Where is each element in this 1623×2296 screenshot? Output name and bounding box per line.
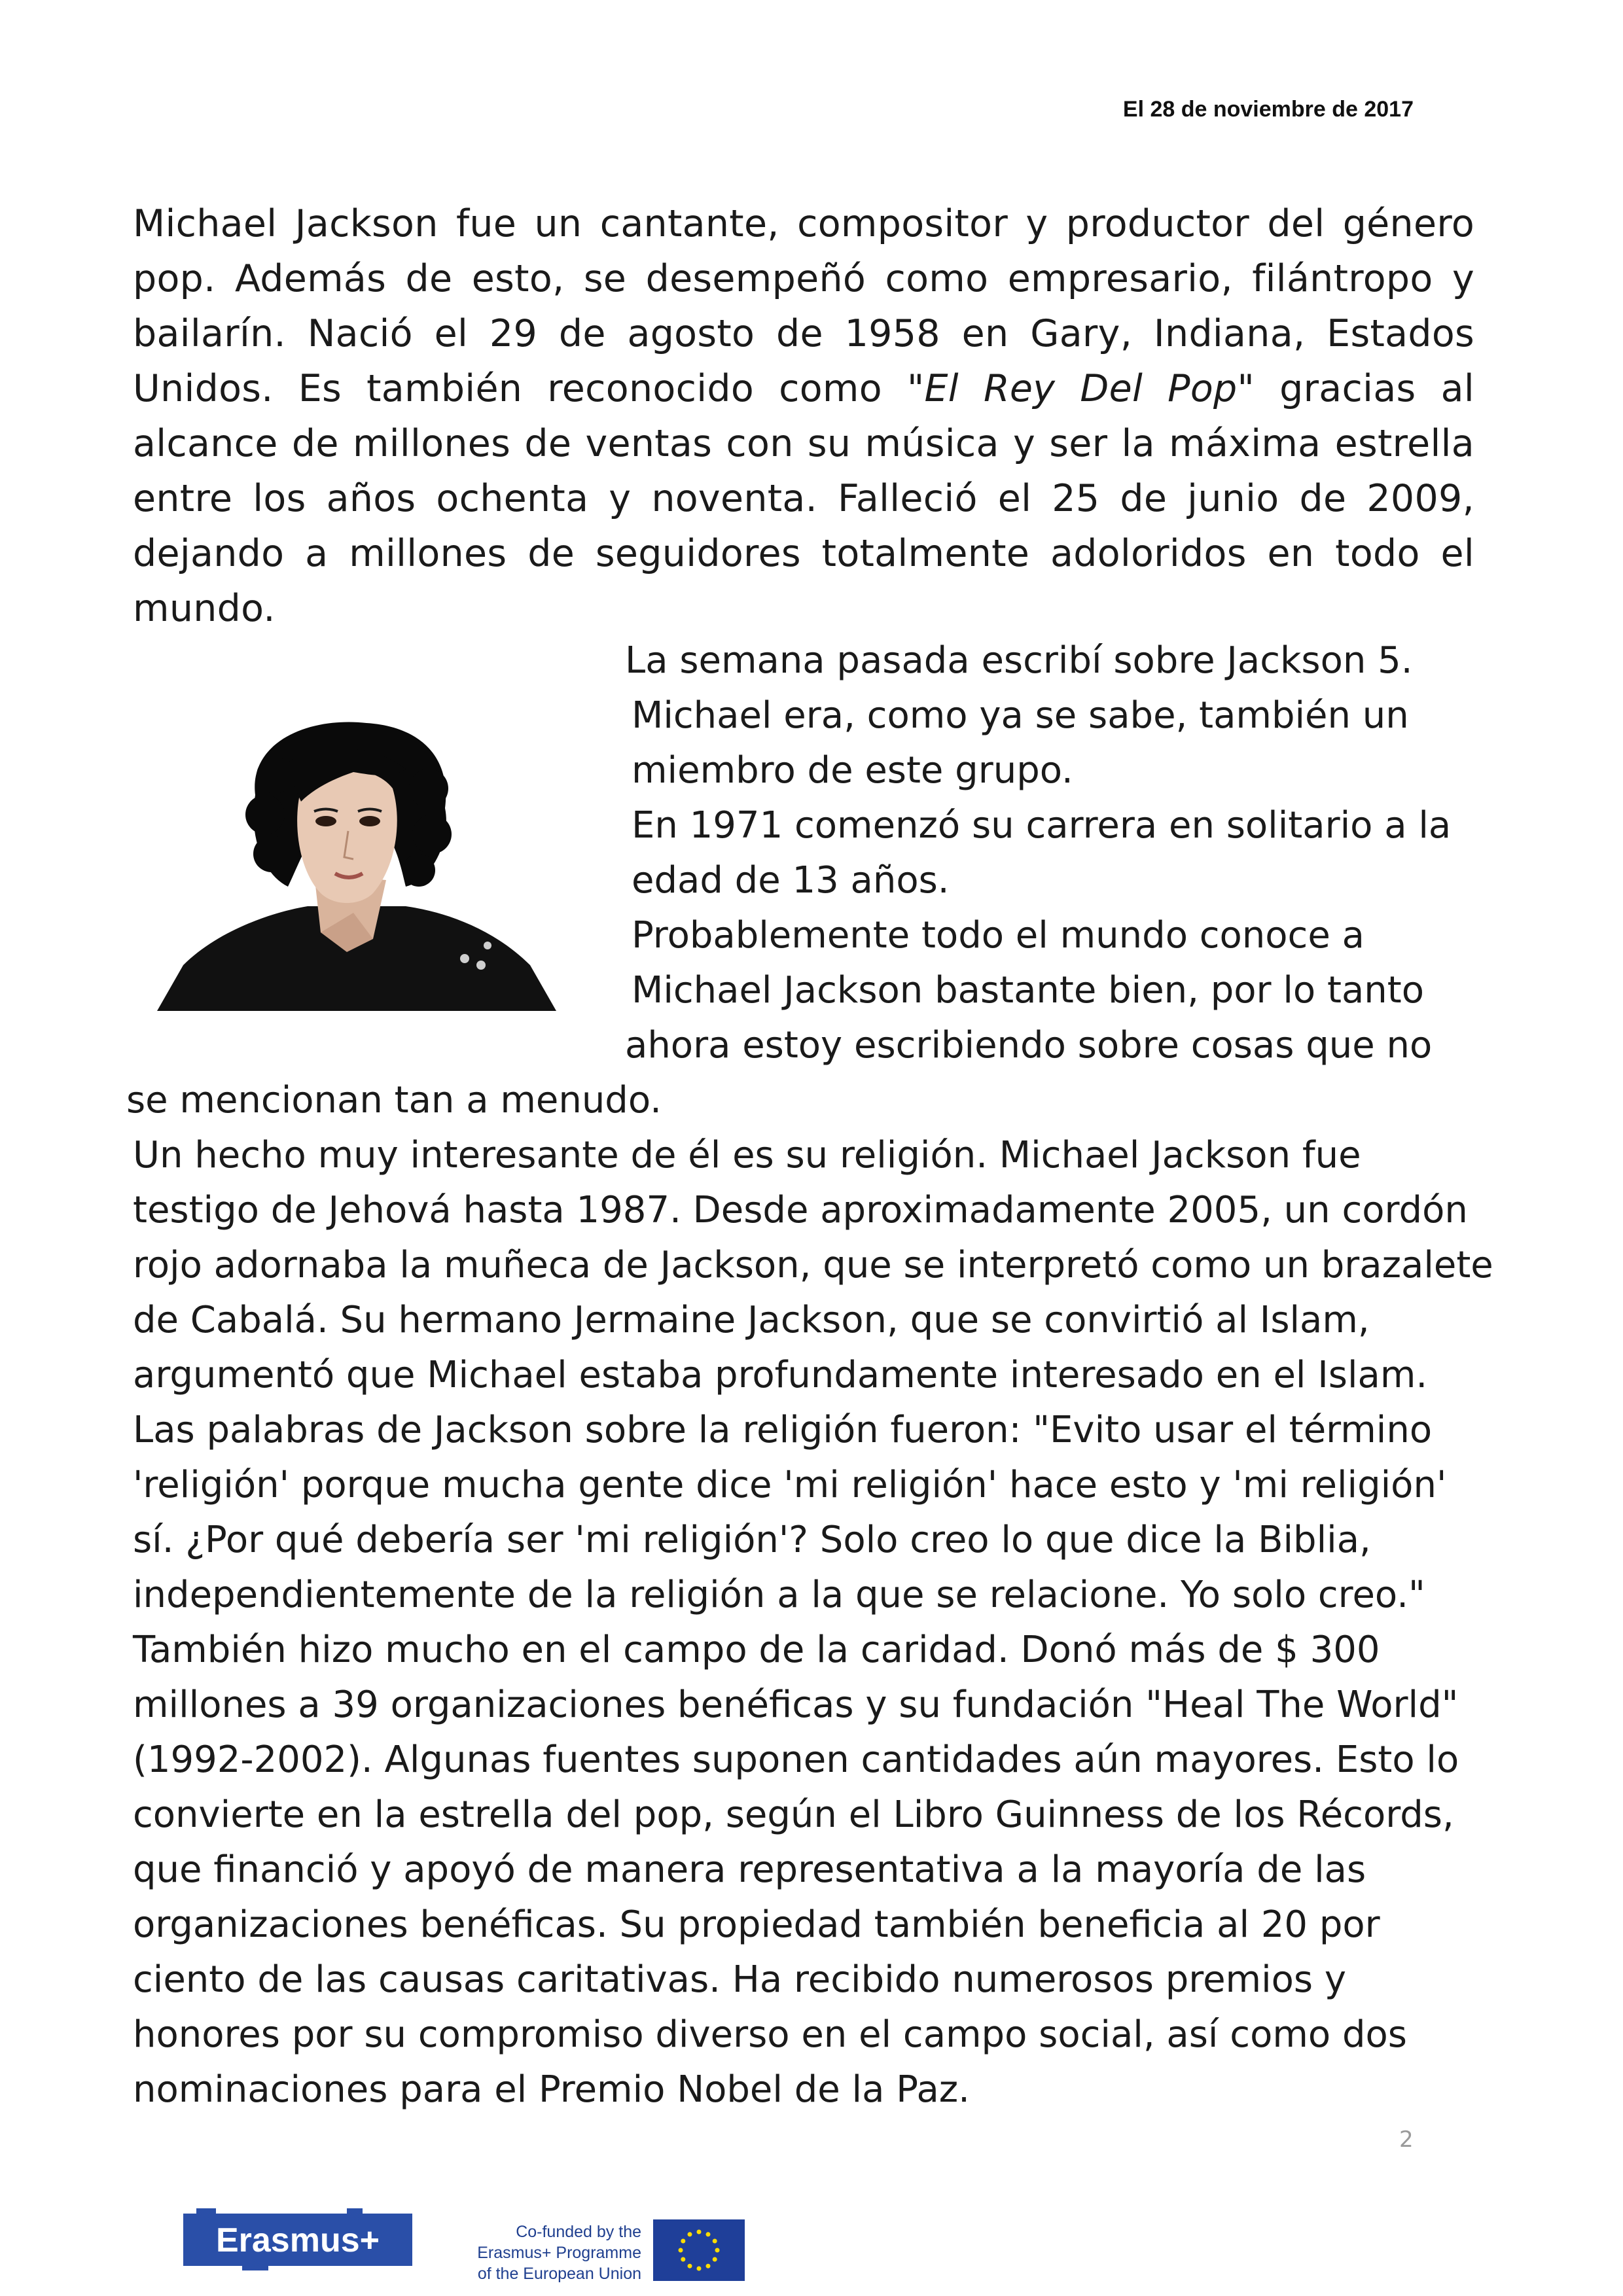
intro-paragraph bbox=[133, 196, 1474, 636]
charity-paragraph: También hizo mucho en el campo de la caridad. Donó más de $ 300 millones a 39 organizaciones benéficas y su fundación "Heal The World" (1992-2002). Algunas fuentes suponen cantidades aún mayores. Esto lo convierte en la estrella del pop, según el Libro Guinness de los Récords, que financió y apoyó de manera representativa a la mayoría de las organizaciones benéficas. Su propiedad también beneficia al 20 por ciento de las causas caritativas. Ha recibido numerosos premios y honores por su compromiso diverso en el campo social, así como dos nominaciones para el Premio Nobel de la Paz. bbox=[133, 1629, 1459, 2111]
cofunded-line-3: of the European Union bbox=[477, 2265, 641, 2283]
eu-star bbox=[697, 2230, 702, 2234]
eu-star bbox=[688, 2232, 692, 2236]
eu-star bbox=[681, 2239, 685, 2244]
cofunded-line-1: Co-funded by the bbox=[516, 2223, 641, 2241]
intro-text-part2: gracias al alcance de millones de ventas con su música y ser la máxima estrella entre los años ochenta y noventa. Falleció el 25 de junio de 2009, dejando a millones de seguidores totalmente adoloridos en todo el mundo. bbox=[133, 367, 1474, 630]
side-line-4: Probablemente todo el mundo conoce a Michael Jackson bastante bien, por lo tanto bbox=[632, 914, 1424, 1012]
eu-star bbox=[681, 2257, 685, 2262]
eu-star bbox=[679, 2248, 683, 2253]
side-line-2: Michael era, como ya se sabe, también un miembro de este grupo. bbox=[632, 694, 1409, 792]
erasmus-logo-text: Erasmus+ bbox=[215, 2221, 380, 2259]
eu-star bbox=[713, 2239, 717, 2244]
body-section bbox=[126, 1073, 1494, 2117]
side-line-5: ahora estoy escribiendo sobre cosas que no bbox=[625, 1024, 1433, 1067]
cofunded-line-2: Erasmus+ Programme bbox=[477, 2244, 641, 2262]
document-date: El 28 de noviembre de 2017 bbox=[1122, 97, 1414, 122]
religion-quote-paragraph: Las palabras de Jackson sobre la religión fueron: "Evito usar el término 'religión' porque mucha gente dice 'mi religión' hace esto y 'mi religión' sí. ¿Por qué debería ser 'mi religión'? Solo creo lo que dice la Biblia, independientemente de la religión a la que se relacione. Yo solo creo." bbox=[133, 1409, 1447, 1616]
religion-paragraph: Un hecho muy interesante de él es su religión. Michael Jackson fue testigo de Jehová hasta 1987. Desde aproximadamente 2005, un cordón rojo adornaba la muñeca de Jackson, que se interpretó como un brazalete de Cabalá. Su hermano Jermaine Jackson, que se convirtió al Islam, argumentó que Michael estaba profundamente interesado en el Islam. bbox=[133, 1134, 1493, 1396]
eu-star bbox=[688, 2264, 692, 2269]
michael-jackson-portrait bbox=[157, 716, 556, 1011]
side-column-text bbox=[625, 633, 1482, 1073]
eu-star bbox=[697, 2267, 702, 2271]
continuation-line: se mencionan tan a menudo. bbox=[126, 1079, 662, 1122]
eu-star bbox=[706, 2264, 711, 2269]
side-line-1: La semana pasada escribí sobre Jackson 5. bbox=[625, 639, 1413, 682]
eu-star bbox=[715, 2248, 720, 2253]
nickname-quote: "El Rey Del Pop" bbox=[906, 367, 1255, 410]
eu-flag-icon bbox=[653, 2219, 745, 2281]
cofunded-statement bbox=[445, 2221, 641, 2284]
intro-text-part1: Michael Jackson fue un cantante, compositor y productor del género pop. Además de esto, se desempeñó como empresario, filántropo y bailarín. Nació el 29 de agosto de 1958 en Gary, Indiana, Estados Unidos. Es también reconocido como bbox=[133, 202, 1474, 410]
eu-star bbox=[713, 2257, 717, 2262]
erasmus-plus-logo bbox=[183, 2208, 412, 2270]
side-line-3: En 1971 comenzó su carrera en solitario a la edad de 13 años. bbox=[632, 804, 1452, 902]
eu-star bbox=[706, 2232, 711, 2236]
page-number: 2 bbox=[1399, 2127, 1414, 2153]
